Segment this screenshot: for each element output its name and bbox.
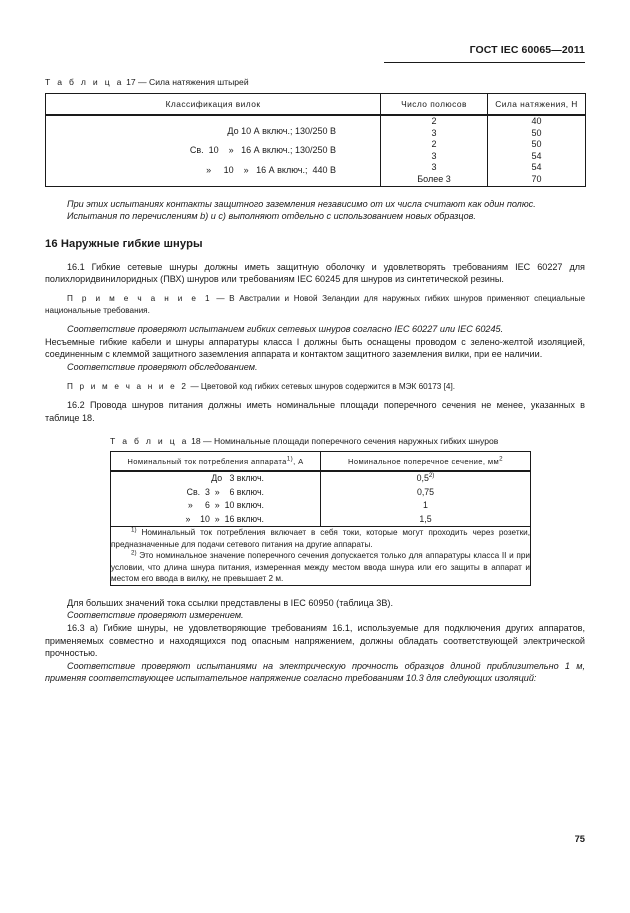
table17-poles-value: 3	[431, 162, 437, 173]
table17	[45, 93, 586, 187]
table17-poles-value: 2	[431, 116, 437, 126]
table17-poles-value: 2	[431, 139, 437, 150]
table18-footnote-2	[111, 550, 530, 585]
table18-body-row	[111, 471, 531, 526]
table18-col-current-text: Номинальный ток потребления аппарата	[127, 456, 287, 466]
standard-designation: ГОСТ IEC 60065—2011	[469, 44, 585, 56]
paragraph-conformity-1: Соответствие проверяют испытанием гибких сетевых шнуров согласно IEC 60227 или IEC 60245.	[67, 324, 504, 335]
table18-section-footnote-marker: 2)	[428, 472, 435, 480]
table17-body-row	[46, 115, 586, 186]
table17-poles-value: Более 3	[417, 173, 451, 184]
table17-force-value: 50	[531, 127, 542, 138]
paragraph-earth-contacts: При этих испытаниях контакты защитного заземления независимо от их числа считают как один полюс.	[67, 198, 536, 209]
note-1-text: — В Австралии и Новой Зеландии для наружных гибких шнуров применяют специальные национальные требования.	[45, 293, 585, 315]
table18-footnote-1	[111, 527, 530, 550]
table18-section-value-text: 0,5	[416, 473, 429, 484]
table18-current-value: » 6 » 10 включ.	[187, 500, 264, 511]
table17-col-force: Сила натяжения, Н	[488, 94, 586, 116]
table18-section-value: 1	[423, 500, 428, 511]
table18-col-section	[321, 452, 531, 472]
table18-caption-number: 18	[191, 436, 201, 447]
table18-current-value: До 3 включ.	[211, 473, 264, 484]
table17-col-classification: Классификация вилок	[46, 94, 381, 116]
page-content	[45, 76, 585, 685]
table18-col-current-unit: , А	[293, 456, 304, 466]
table18-col-current-footnote-marker: 1)	[286, 455, 294, 463]
table18-footnote-2-text: Это номинальное значение поперечного сечения допускается только для аппаратуры класса II и при условии, что длина шнура питания, измеренная между местом ввода шнура или его защиты в аппарат и местом его ввода в вилку, не превышает 2 м.	[111, 551, 530, 584]
paragraph-higher-currents: Для больших значений тока ссылки представлены в IEC 60950 (таблица 3В).	[67, 597, 393, 608]
table17-force-value: 70	[531, 173, 542, 184]
table17-poles-value: 3	[431, 127, 437, 138]
paragraph-conformity-2: Соответствие проверяют обследованием.	[67, 361, 258, 372]
table17-header-row	[46, 94, 586, 116]
table18-caption-text: Номинальные площади поперечного сечения наружных гибких шнуров	[214, 436, 499, 447]
table18-footnote-1-marker: 1)	[131, 526, 137, 534]
table17-poles-value: 3	[431, 150, 437, 161]
table18-section-value	[321, 472, 530, 485]
table17-caption-label: Т а б л и ц а	[45, 77, 124, 87]
table17-caption	[45, 76, 585, 88]
note-2-label: П р и м е ч а н и е 2	[67, 381, 189, 391]
note-2	[45, 381, 585, 393]
table17-classification-line: Св. 10 » 16 А включ.; 130/250 В	[189, 145, 336, 156]
table17-force-value: 50	[531, 139, 542, 150]
table18-section-value: 1,5	[419, 513, 432, 524]
note-1	[45, 293, 585, 316]
table17-classification-line: До 10 А включ.; 130/250 В	[227, 125, 336, 136]
section-heading-16: 16 Наружные гибкие шнуры	[45, 237, 203, 250]
table17-caption-dash: —	[138, 77, 147, 87]
table18-col-current	[111, 452, 321, 472]
table18-current-value: Св. 3 » 6 включ.	[186, 486, 264, 497]
paragraph-conformity-3: Соответствие проверяют измерением.	[67, 610, 244, 621]
table18-caption-label: Т а б л и ц а	[110, 436, 189, 447]
paragraph-nonremovable-cords: Несъемные гибкие кабели и шнуры аппаратуры класса I должны быть оснащены проводом с зелено-желтой изоляцией, соединенным с клеммой защитного заземления аппарата и контактом защитного заземления вилки, при ее наличии.	[45, 336, 585, 360]
page-number: 75	[574, 833, 585, 844]
paragraph-tests-bc: Испытания по перечислениям b) и c) выполняют отдельно с использованием новых образцов.	[67, 211, 476, 222]
table18	[110, 451, 531, 586]
table17-force-cell	[488, 115, 586, 186]
table18-col-section-exponent: 2	[499, 455, 503, 463]
table18-caption-dash: —	[203, 436, 212, 447]
table17-force-value: 54	[531, 162, 542, 173]
table18-section-value: 0,75	[416, 486, 435, 497]
table17-force-value: 54	[531, 150, 542, 161]
table18-block	[110, 435, 530, 586]
table17-classification-cell	[46, 115, 381, 186]
paragraph-16-3a: 16.3 а) Гибкие шнуры, не удовлетворяющие требованиям 16.1, используемые для подключения других аппаратов, применяемых совместно и находящихся под опасным напряжением, должны обладать соответствующей электрической прочностью.	[45, 623, 585, 659]
header-rule	[384, 62, 585, 63]
paragraph-conformity-4: Соответствие проверяют испытаниями на электрическую прочность образцов длиной приблизительно 1 м, применяя соответствующее испытательное напряжение согласно требованиям 10.3 для следующих изоляций:	[45, 660, 585, 684]
table18-section-cell	[321, 471, 531, 526]
table17-poles-cell	[381, 115, 488, 186]
table17-force-value: 40	[531, 116, 542, 126]
note-2-text: — Цветовой код гибких сетевых шнуров содержится в МЭК 60173 [4].	[190, 381, 456, 391]
table18-footnote-2-marker: 2)	[131, 549, 137, 557]
table17-caption-number: 17	[126, 77, 136, 87]
table18-footnotes-cell	[111, 526, 531, 585]
table18-footnote-row	[111, 526, 531, 585]
paragraph-16-2: 16.2 Провода шнуров питания должны иметь номинальные площади поперечного сечения не менее, указанных в таблице 18.	[45, 400, 585, 423]
table18-footnote-1-text: Номинальный ток потребления включает в себя токи, которые могут проходить через розетки, предназначенные для подачи сетевого питания на другие аппараты.	[111, 527, 530, 549]
table18-col-section-text: Номинальное поперечное сечение, мм	[347, 456, 500, 466]
table17-caption-text: Сила натяжения штырей	[149, 77, 249, 87]
note-1-label: П р и м е ч а н и е 1	[67, 293, 212, 303]
table18-current-value: » 10 » 16 включ.	[185, 513, 264, 524]
paragraph-16-1: 16.1 Гибкие сетевые шнуры должны иметь защитную оболочку и удовлетворять требованиям IEC 60227 для полихлоридвинилоридных (ПВХ) шнуров или требованиям IEC 60245 для шнуров из синтетической резины.	[45, 261, 585, 285]
table18-header-row	[111, 452, 531, 472]
table18-current-cell	[111, 471, 321, 526]
table17-classification-line: » 10 » 16 А включ.; 440 В	[206, 164, 336, 175]
table18-caption	[110, 435, 530, 447]
running-header	[45, 44, 585, 56]
table17-col-poles: Число полюсов	[381, 94, 488, 116]
